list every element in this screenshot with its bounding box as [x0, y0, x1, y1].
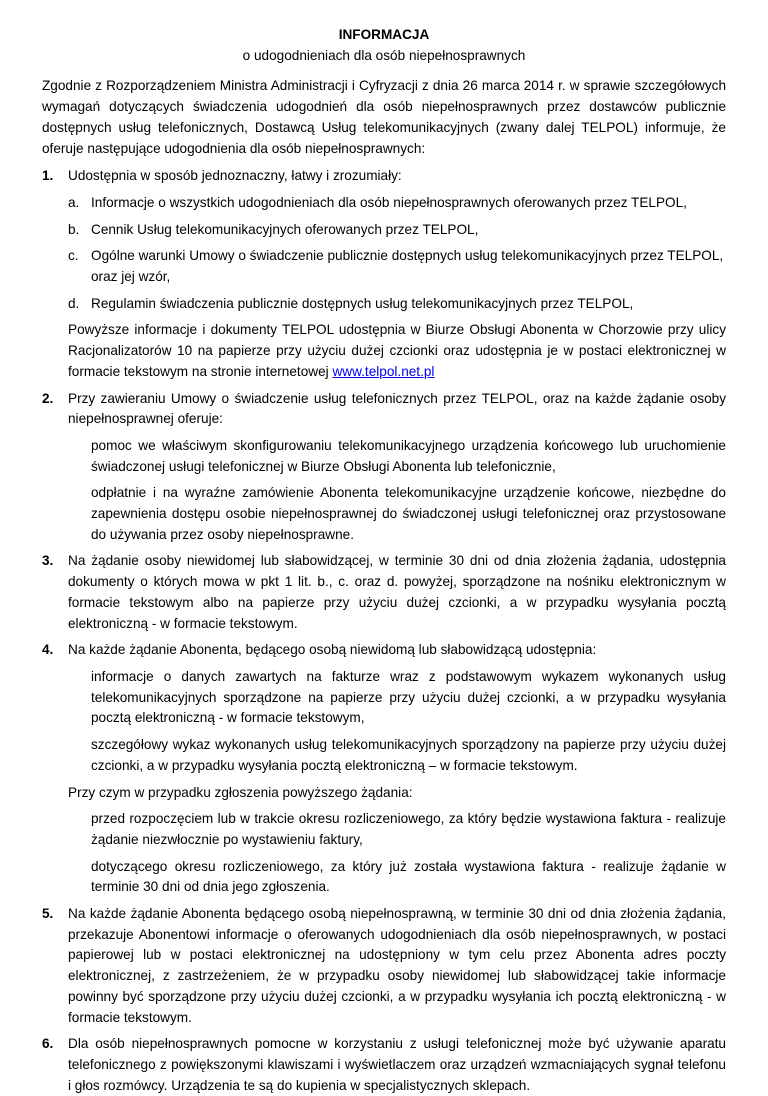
subitem-letter: d. — [68, 295, 80, 311]
subitem-a — [68, 193, 726, 214]
section-3 — [42, 551, 726, 634]
section-lead: Na każde żądanie Abonenta będącego osobą niepełnosprawną, w terminie 30 dni od dnia złożenia żądania, przekazuje Abonentowi informacje o oferowanych udogodnieniach dla osób niepełnosprawnych, w postaci papierowej lub w postaci elektronicznej na udostępniony w tym celu przez Abonenta adres poczty elektronicznej, z zastrzeżeniem, że w przypadku osoby niewidomej lub słabowidzącej takie informacje powinny być sporządzone przy użyciu dużej czcionki, a w przypadku wysyłania ich pocztą elektroniczną - w formacie tekstowym. — [68, 906, 726, 1025]
subitem-letter: c. — [68, 248, 79, 264]
section-lead: Dla osób niepełnosprawnych pomocne w korzystaniu z usługi telefonicznej może być używanie aparatu telefonicznego z powiększonymi klawiszami i wyświetlaczem oraz urządzeń wzmacniających sygnał telefonu i głos rozmówcy. Urządzenia te są do kupienia w specjalistycznych sklepach. — [68, 1036, 726, 1093]
section-lead: Na każde żądanie Abonenta, będącego osobą niewidomą lub słabowidzącą udostępnia: — [68, 642, 597, 658]
telpol-website-link[interactable]: www.telpol.net.pl — [332, 363, 435, 379]
section-paragraph: informacje o danych zawartych na fakturze wraz z podstawowym wykazem wykonanych usług telekomunikacyjnych sporządzone na papierze przy użyciu dużej czcionki, a w przypadku wysyłania pocztą elektroniczną - w formacie tekstowym, — [91, 668, 726, 726]
section-paragraph: szczegółowy wykaz wykonanych usług telekomunikacyjnych sporządzony na papierze przy użyciu dużej czcionki, a w przypadku wysyłania pocztą elektroniczną – w formacie tekstowym. — [91, 737, 726, 773]
section-paragraph: pomoc we właściwym skonfigurowaniu telekomunikacyjnego urządzenia końcowego lub uruchomienie świadczonej usługi telefonicznej w Biurze Obsługi Abonenta lub telefonicznie, — [91, 437, 726, 474]
section-paragraph: przed rozpoczęciem lub w trakcie okresu rozliczeniowego, za który będzie wystawiona faktura - realizuje żądanie niezwłocznie po wystawieniu faktury, — [91, 811, 726, 847]
intro-paragraph: Zgodnie z Rozporządzeniem Ministra Administracji i Cyfryzacji z dnia 26 marca 2014 r. w sprawie szczegółowych wymagań dotyczących świadczenia udogodnień dla osób niepełnosprawnych przez dostawców publicznie dostępnych usług telefonicznych, Dostawcą Usług telekomunikacyjnych (zwany dalej TELPOL) informuje, że oferuje następujące udogodnienia dla osób niepełnosprawnych: — [42, 78, 726, 156]
section-1 — [42, 166, 726, 382]
section-number: 1. — [42, 168, 54, 184]
document-title: INFORMACJA — [338, 27, 430, 42]
section-paragraph: dotyczącego okresu rozliczeniowego, za który już została wystawiona faktura - realizuje żądanie w terminie 30 dni od dnia jego zgłoszenia. — [91, 858, 726, 895]
section-lead: Przy zawieraniu Umowy o świadczenie usług telefonicznych przez TELPOL, oraz na każde żądanie osoby niepełnosprawnej oferuje: — [68, 390, 726, 427]
section-number: 4. — [42, 642, 54, 658]
section-6 — [42, 1034, 726, 1096]
subitem-text: Informacje o wszystkich udogodnieniach dla osób niepełnosprawnych oferowanych przez TELPOL, — [91, 194, 687, 210]
section-5 — [42, 904, 726, 1028]
subitem-c — [68, 246, 726, 287]
subitem-letter: b. — [68, 221, 80, 237]
subitem-text: Cennik Usług telekomunikacyjnych oferowanych przez TELPOL, — [91, 221, 479, 237]
section-lead-secondary: Przy czym w przypadku zgłoszenia powyższego żądania: — [68, 784, 413, 800]
subitem-b — [68, 220, 726, 241]
section-4 — [42, 640, 726, 898]
section-number: 5. — [42, 906, 54, 922]
section-lead: Na żądanie osoby niewidomej lub słabowidzącej, w terminie 30 dni od dnia złożenia żądania, udostępnia dokumenty o których mowa w pkt 1 lit. b., c. oraz d. powyżej, sporządzone na nośniku elektronicznym w formacie tekstowym albo na papierze przy użyciu dużej czcionki, a w przypadku wysyłania pocztą elektroniczną - w formacie tekstowym. — [68, 553, 726, 631]
section-number: 2. — [42, 390, 54, 406]
section-lead: Udostępnia w sposób jednoznaczny, łatwy i zrozumiały: — [68, 168, 402, 184]
after-text: Powyższe informacje i dokumenty TELPOL udostępnia w Biurze Obsługi Abonenta w Chorzowie przy ulicy Racjonalizatorów 10 na papierze przy użyciu dużej czcionki oraz udostępnia je w postaci elektronicznej w formacie tekstowym na stronie internetowej — [68, 322, 726, 379]
section-paragraph: odpłatnie i na wyraźne zamówienie Abonenta telekomunikacyjne urządzenie końcowe, niezbędne do zapewnienia dostępu osobie niepełnosprawnej do świadczonej usługi telefonicznej oraz przystosowane do używania przez osoby niepełnosprawne. — [91, 485, 726, 542]
section-number: 6. — [42, 1036, 54, 1052]
section-1-after-text — [68, 320, 726, 382]
subitem-text: Regulamin świadczenia publicznie dostępnych usług telekomunikacyjnych przez TELPOL, — [91, 295, 634, 311]
document-subtitle: o udogodnieniach dla osób niepełnosprawnych — [242, 47, 526, 63]
section-2 — [42, 389, 726, 546]
subitem-d — [68, 294, 726, 315]
subitem-text: Ogólne warunki Umowy o świadczenie publicznie dostępnych usług telekomunikacyjnych przez TELPOL, oraz jej wzór, — [91, 248, 724, 285]
subitem-letter: a. — [68, 194, 80, 210]
section-number: 3. — [42, 553, 54, 569]
